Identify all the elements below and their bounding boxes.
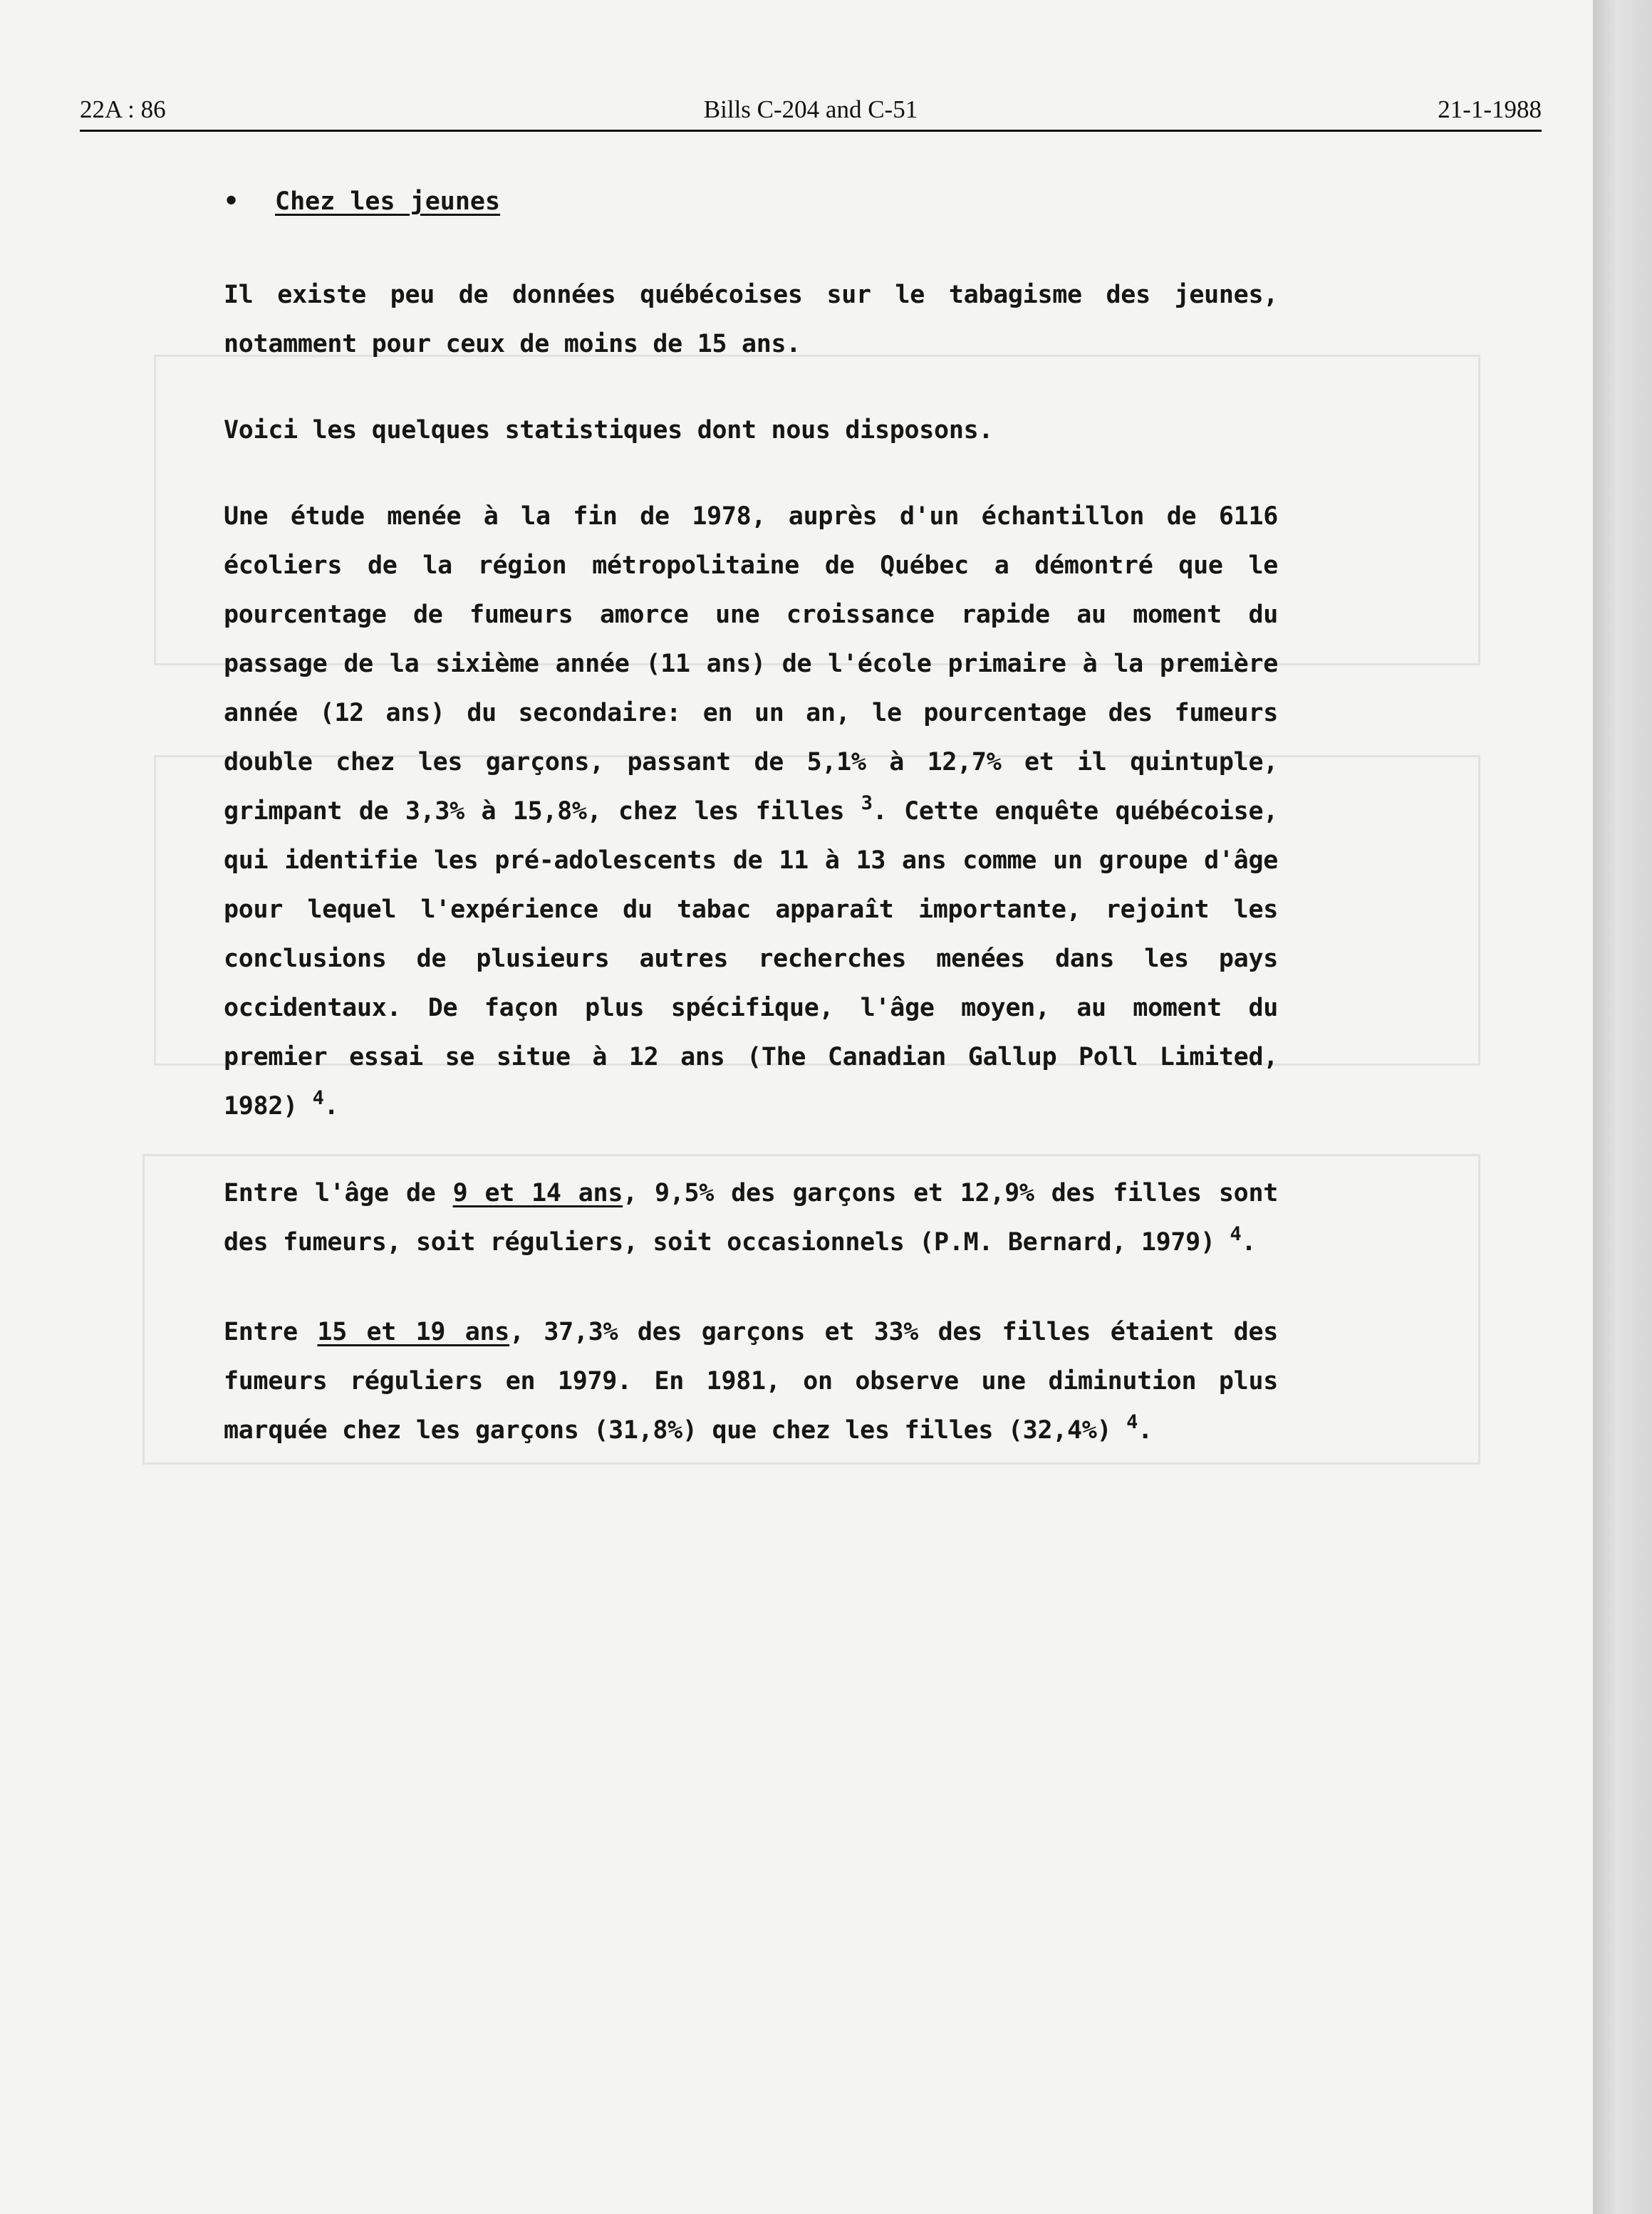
study-text-continued: . Cette enquête québécoise, qui identifie les pré-adolescents de 11 à 13 ans comme un groupe d'âge pour lequel l'expérience du tabac apparaît importante, rejoint les conclusions de plusieurs autres recherches menées dans les pays occidentaux. De façon plus spécifique, l'âge moyen, au moment du premier essai se situe à 12 ans (The Canadian Gallup Poll Limited, 1982)	[224, 797, 1278, 1121]
sentence-end: .	[1138, 1416, 1153, 1445]
paragraph-intro: Il existe peu de données québécoises sur le tabagisme des jeunes, notamment pour ceux de moins de 15 ans.	[224, 281, 1278, 358]
document-title: Bills C-204 and C-51	[703, 95, 918, 123]
study-text: Une étude menée à la fin de 1978, auprès d'un échantillon de 6116 écoliers de la région métropolitaine de Québec a démontré que le pourcentage de fumeurs amorce une croissance rapide au moment du passage de la sixième année (11 ans) de l'école primaire à la première année (12 ans) du secondaire: en un an, le pourcentage des fumeurs double chez les garçons, passant de 5,1% à 12,7% et il quintuple, grimpant de 3,3% à 15,8%, chez les filles	[224, 502, 1278, 826]
section-heading	[224, 184, 1278, 219]
bullet-icon: •	[224, 187, 239, 216]
paragraph-study-1978	[224, 492, 1278, 1131]
paragraph-age-15-19	[224, 1308, 1278, 1455]
footnote-ref: 4	[1126, 1411, 1138, 1433]
footnote-ref: 4	[1230, 1223, 1242, 1245]
text-lead: Entre l'âge de	[224, 1179, 453, 1207]
paragraph-statistics-lead: Voici les quelques statistiques dont nous disposons.	[224, 416, 994, 445]
main-content	[224, 168, 1278, 1455]
sentence-end: .	[323, 1092, 339, 1121]
paragraph-age-9-14	[224, 1169, 1278, 1267]
page-edge	[1593, 0, 1652, 2214]
text-body: , 9,5% des garçons et 12,9% des filles sont des fumeurs, soit réguliers, soit occasionnels (P.M. Bernard, 1979)	[224, 1179, 1279, 1257]
heading-text: Chez les jeunes	[275, 187, 501, 216]
footnote-ref: 3	[861, 792, 873, 814]
page-number: 22A : 86	[80, 95, 166, 123]
footnote-ref: 4	[312, 1087, 324, 1109]
sentence-end: .	[1241, 1228, 1257, 1257]
page-header	[80, 87, 1542, 132]
age-range: 9 et 14 ans	[452, 1179, 623, 1207]
age-range: 15 et 19 ans	[317, 1318, 510, 1346]
document-date: 21-1-1988	[1438, 95, 1542, 123]
text-lead: Entre	[224, 1318, 318, 1346]
text-body: , 37,3% des garçons et 33% des filles étaient des fumeurs réguliers en 1979. En 1981, on observe une diminution plus marquée chez les garçons (31,8%) que chez les filles (32,4%)	[224, 1318, 1278, 1445]
